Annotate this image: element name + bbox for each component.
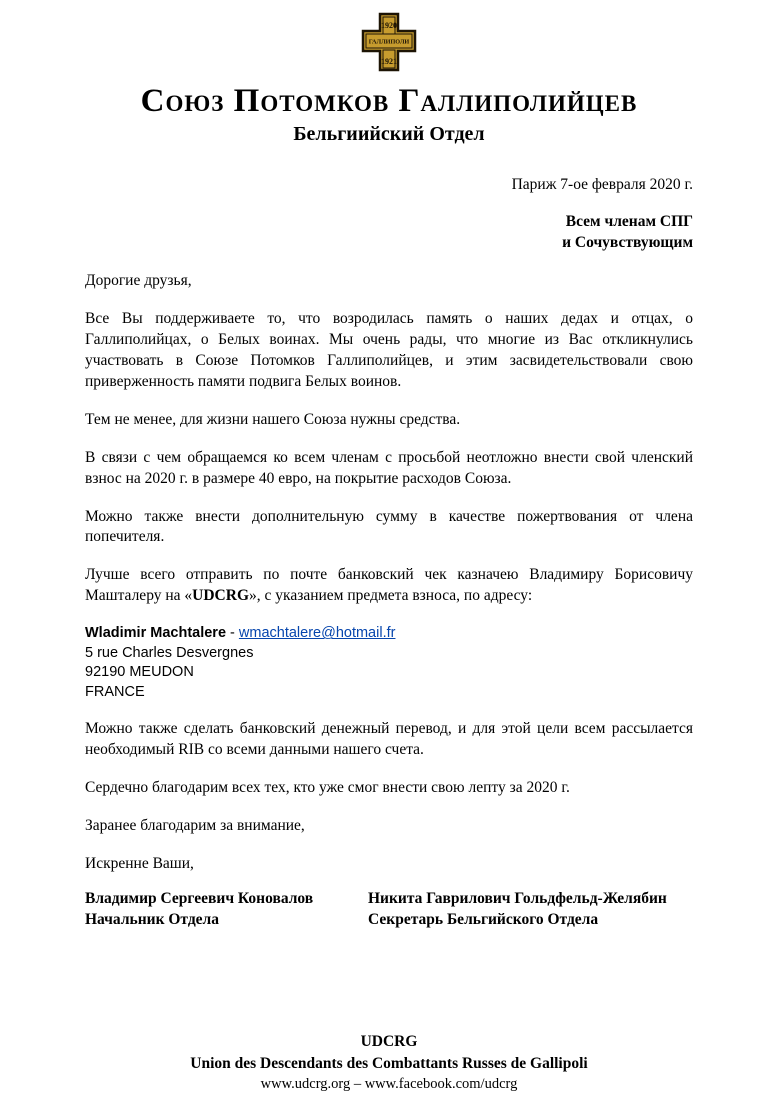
footer-org-abbreviation: UDCRG (360, 1032, 418, 1050)
separator: - (226, 625, 239, 642)
treasurer-address-block (85, 624, 693, 702)
footer-links: www.udcrg.org – www.facebook.com/udcrg (260, 1076, 518, 1093)
paragraph: Искренне Ваши, (85, 855, 194, 873)
signature-right (368, 889, 693, 931)
addressee-line-1: Всем членам СПГ (565, 213, 693, 231)
emblem-middle-text: ГАЛЛИПОЛИ (368, 38, 410, 46)
gallipoli-cross-emblem (85, 12, 693, 77)
cheque-paragraph-org: UDCRG (192, 587, 250, 605)
address-street: 5 rue Charles Desvergnes (85, 644, 254, 661)
cheque-paragraph (85, 565, 693, 607)
emblem-year-bottom: 1921 (381, 57, 397, 66)
signer-name-right: Никита Гаврилович Гольдфельд-Желябин (368, 890, 667, 908)
salutation: Дорогие друзья, (85, 272, 192, 290)
addressee-block (85, 212, 693, 254)
paragraph: Сердечно благодарим всех тех, кто уже смог внести свою лепту за 2020 г. (85, 779, 570, 797)
letter-body (85, 271, 693, 875)
cross-icon (361, 12, 417, 72)
cheque-paragraph-pre: Лучше всего отправить по почте банковский чек казначею Владимиру Борисовичу Машталеру на « (85, 566, 693, 605)
paragraph: Можно также внести дополнительную сумму в качестве пожертвования от члена попечителя. (85, 507, 693, 546)
organization-title: Союз Потомков Галлиполийцев (140, 83, 638, 119)
treasurer-email-link[interactable]: wmachtalere@hotmail.fr (238, 625, 396, 642)
letter-footer (85, 1031, 693, 1095)
treasurer-name-line (85, 624, 693, 644)
signature-left (85, 889, 368, 931)
signer-name-left: Владимир Сергеевич Коновалов (85, 890, 314, 908)
treasurer-name: Wladimir Machtalere (85, 625, 227, 642)
paragraph: В связи с чем обращаемся ко всем членам с просьбой неотложно внести свой членский взнос на 2020 г. в размере 40 евро, на покрытие расходов Союза. (85, 448, 693, 487)
address-country: FRANCE (85, 683, 145, 700)
date-line: Париж 7-ое февраля 2020 г. (511, 176, 693, 194)
paragraph: Заранее благодарим за внимание, (85, 817, 305, 835)
emblem-year-top: 1920 (381, 21, 397, 30)
signatures-row (85, 889, 693, 931)
department-subtitle: Бельгиийский Отдел (293, 123, 485, 146)
address-city: 92190 MEUDON (85, 664, 194, 681)
paragraph: Все Вы поддерживаете то, что возродилась память о наших дедах и отцах, о Галлиполийцах, о Белых воинах. Мы очень рады, что многие из Вас откликнулись участвовать в Союзе Потомков Галлиполийцев, и этим засвидетельствовали свою приверженность памяти подвига Белых воинов. (85, 310, 693, 390)
cheque-paragraph-post: », с указанием предмета взноса, по адресу: (249, 587, 533, 605)
addressee-line-2: и Сочувствующим (562, 234, 693, 252)
paragraph: Можно также сделать банковский денежный перевод, и для этой цели всем рассылается необходимый RIB со всеми данными нашего счета. (85, 720, 693, 759)
paragraph: Тем не менее, для жизни нашего Союза нужны средства. (85, 410, 461, 428)
signer-title-right: Секретарь Бельгийского Отдела (368, 910, 599, 928)
footer-org-fullname: Union des Descendants des Combattants Russes de Gallipoli (190, 1054, 588, 1072)
signer-title-left: Начальник Отдела (85, 910, 220, 928)
